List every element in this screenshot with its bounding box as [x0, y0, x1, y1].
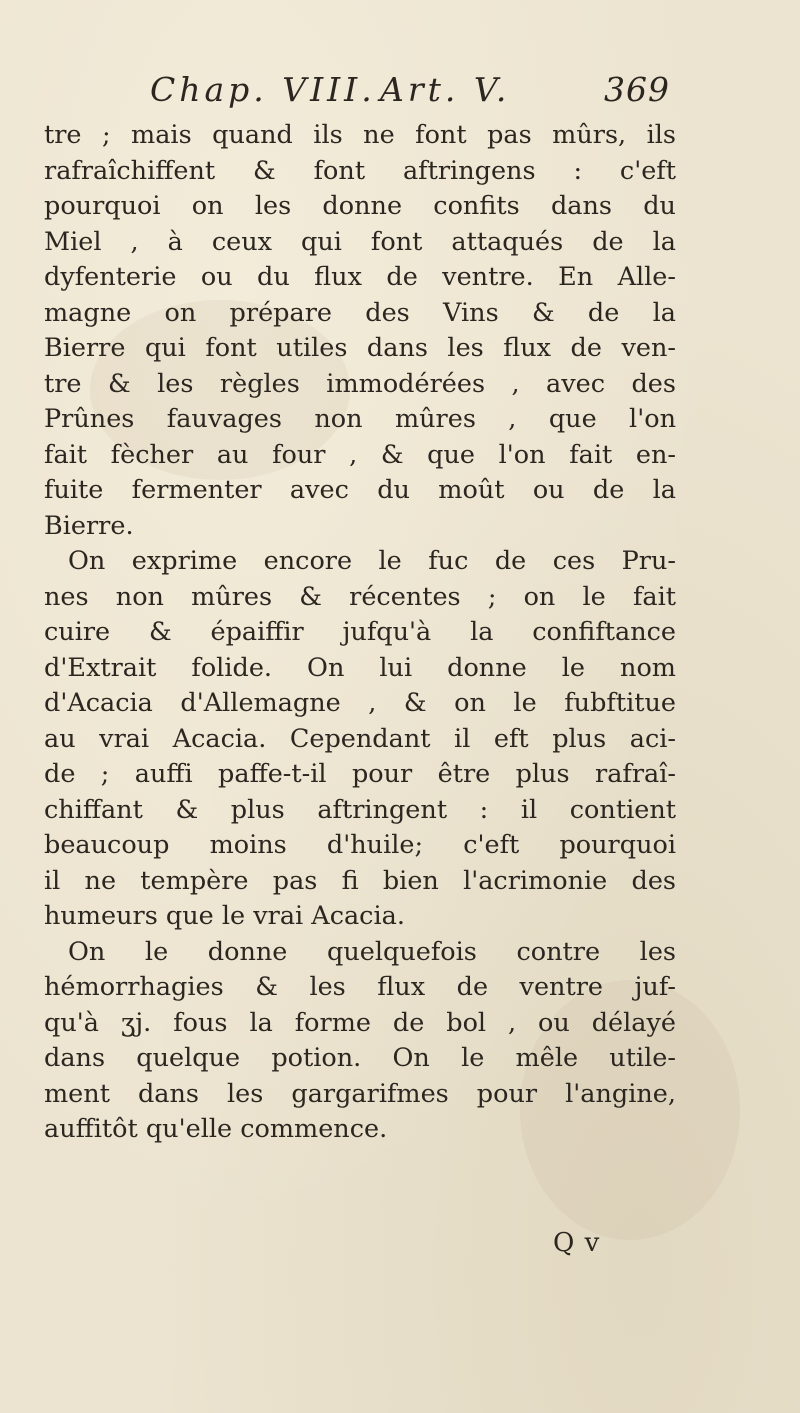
text-line: qu'à ʒj. fous la forme de bol , ou délayé	[44, 1007, 676, 1038]
text-line: de ; auffi paffe-t-il pour être plus rafraî-	[44, 759, 676, 789]
text-line: hémorrhagies & les flux de ventre juf-	[44, 972, 676, 1002]
text-line: tre ; mais quand ils ne font pas mûrs, ils	[44, 120, 676, 150]
text-line: pourquoi on les donne confits dans du	[44, 191, 676, 221]
text-line: Bierre.	[44, 510, 134, 541]
text-line: rafraîchiffent & font aftringens : c'eft	[44, 155, 676, 186]
text-line: tre & les règles immodérées , avec des	[44, 368, 676, 399]
text-line: ment dans les gargarifmes pour l'angine,	[44, 1078, 676, 1109]
article-heading: Art. V.	[380, 70, 511, 109]
text-line: beaucoup moins d'huile; c'eft pourquoi	[44, 830, 676, 860]
text-line: Bierre qui font utiles dans les flux de ven-	[44, 333, 676, 363]
signature-mark: Q v	[553, 1228, 601, 1258]
text-line: dyfenterie ou du flux de ventre. En Alle-	[44, 262, 676, 292]
chapter-heading: Chap. VIII.	[150, 70, 376, 109]
text-line: On le donne quelquefois contre les	[68, 936, 676, 967]
text-line: nes non mûres & récentes ; on le fait	[44, 581, 676, 612]
text-line: fait fècher au four , & que l'on fait en-	[44, 439, 676, 470]
text-line: magne on prépare des Vins & de la	[44, 297, 676, 328]
text-line: il ne tempère pas fi bien l'acrimonie des	[44, 865, 676, 896]
text-line: Prûnes fauvages non mûres , que l'on	[44, 404, 676, 434]
text-line: auffitôt qu'elle commence.	[44, 1114, 388, 1144]
text-line: fuite fermenter avec du moût ou de la	[44, 475, 676, 505]
text-line: On exprime encore le fuc de ces Pru-	[68, 546, 676, 576]
body-text	[44, 118, 676, 1148]
text-line: au vrai Acacia. Cependant il eft plus aci-	[44, 723, 676, 754]
page-number: 369	[604, 70, 670, 109]
text-line: d'Extrait folide. On lui donne le nom	[44, 652, 676, 683]
text-line: cuire & épaiffir jufqu'à la confiftance	[44, 617, 676, 647]
text-line: humeurs que le vrai Acacia.	[44, 901, 405, 931]
text-line: Miel , à ceux qui font attaqués de la	[44, 226, 676, 257]
text-line: d'Acacia d'Allemagne , & on le fubftitue	[44, 688, 676, 718]
text-line: chiffant & plus aftringent : il contient	[44, 794, 676, 825]
running-head	[150, 70, 670, 114]
text-line: dans quelque potion. On le mêle utile-	[44, 1043, 676, 1073]
